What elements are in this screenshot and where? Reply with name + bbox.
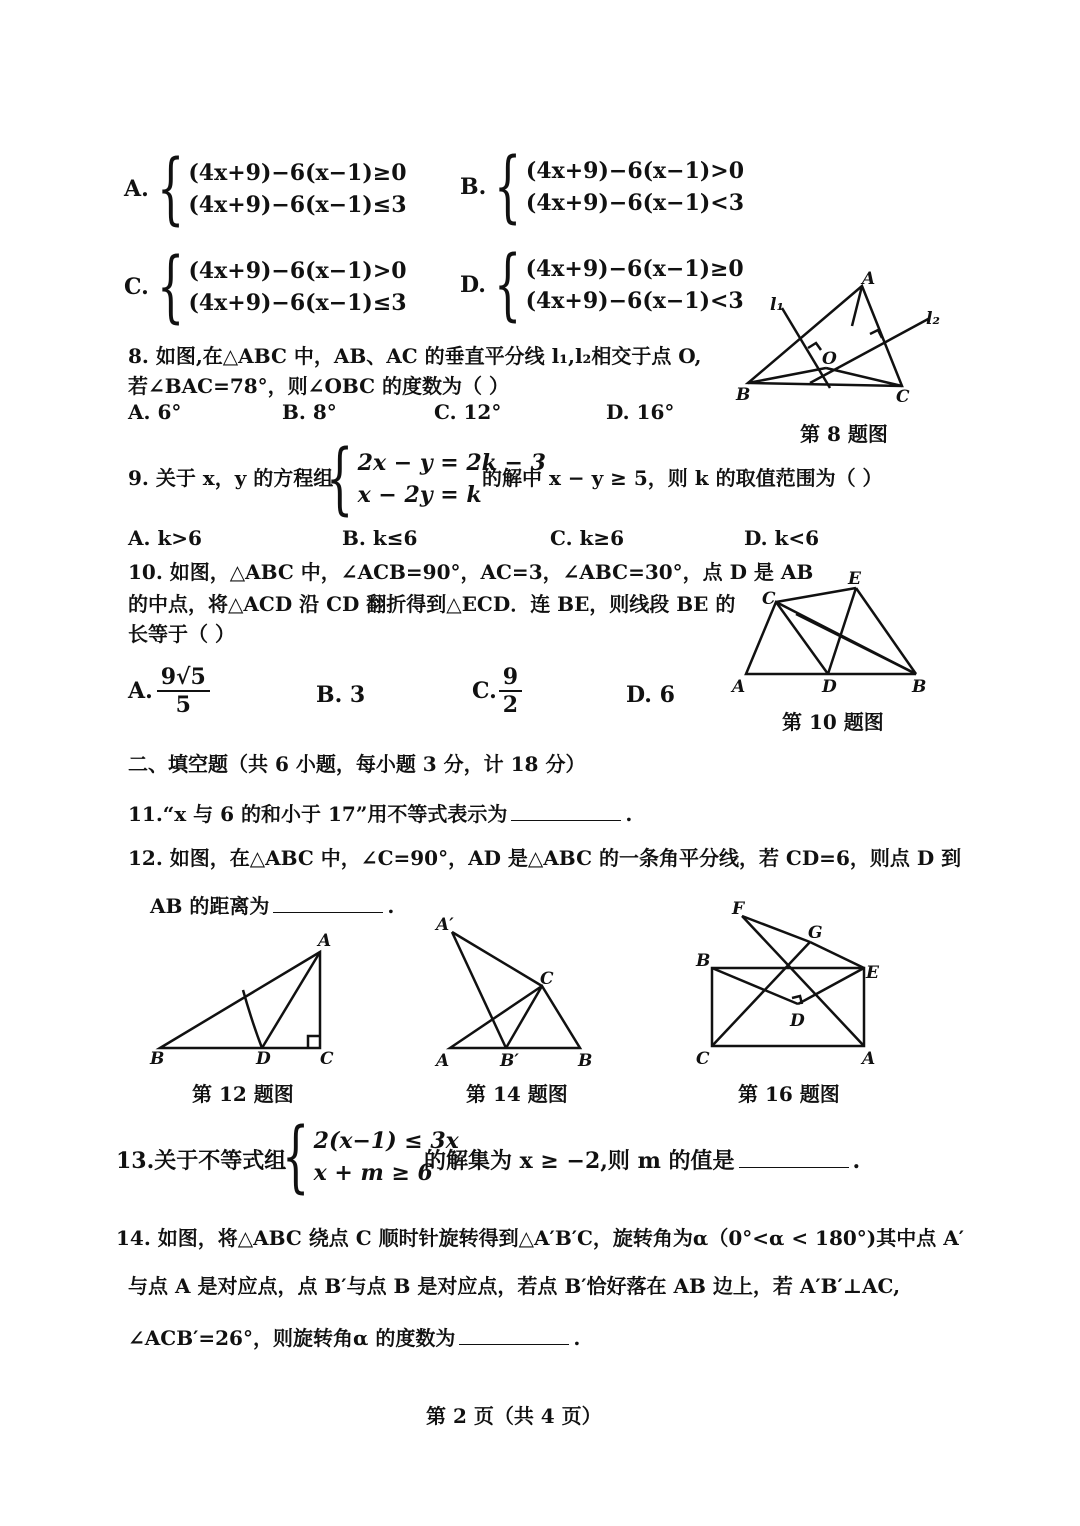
q8-line1: 8. 如图,在△ABC 中，AB、AC 的垂直平分线 l₁,l₂相交于点 O, [128, 344, 702, 368]
q14-end: . [573, 1326, 581, 1350]
q9-option-a: A. k>6 [128, 526, 202, 550]
fig10-label-d: D [822, 677, 837, 696]
fig16-label-b: B [696, 951, 711, 971]
q11-end: . [625, 802, 633, 826]
q13-eq1: 2(x−1) ≤ 3x [313, 1128, 459, 1154]
q12-line2-text: AB 的距离为 [150, 894, 270, 918]
figure-q10 [726, 566, 936, 696]
figure-q16 [692, 898, 892, 1070]
fig14-label-b: B [578, 1051, 593, 1070]
fig12-label-a: A [318, 931, 332, 951]
fig10-label-e: E [848, 569, 861, 589]
q7-option-d-label: D. [460, 272, 486, 298]
q7-a-line2: (4x+9)−6(x−1)≤3 [188, 192, 407, 218]
fig8-label-l1: l₁ [770, 295, 784, 315]
fig8-label-c: C [896, 387, 910, 407]
fig16-caption: 第 16 题图 [738, 1082, 840, 1106]
q12-line1: 12. 如图，在△ABC 中，∠C=90°，AD 是△ABC 的一条角平分线，若 CD=6，则点 D 到 [128, 846, 962, 870]
q7-option-c [124, 242, 407, 332]
q12-line2 [150, 890, 394, 919]
brace: { [493, 240, 522, 330]
q10-option-a [128, 664, 210, 719]
q7-option-a [124, 144, 407, 234]
frac-numerator: 9√5 [157, 664, 210, 692]
q8-option-d: D. 16° [606, 400, 675, 424]
fig12-label-c: C [320, 1049, 334, 1069]
figure-q8 [730, 268, 950, 408]
q13-suffix: 的解集为 x ≥ −2,则 m 的值是 [424, 1148, 735, 1174]
q10-option-a-label: A. [128, 678, 153, 705]
q7-option-b-label: B. [460, 174, 487, 200]
figure-q14 [430, 914, 610, 1070]
fig8-label-b: B [736, 385, 751, 405]
fig8-caption: 第 8 题图 [800, 422, 888, 446]
q9-prefix: 9. 关于 x，y 的方程组 [128, 466, 334, 490]
q7-c-line2: (4x+9)−6(x−1)≤3 [188, 290, 407, 316]
q14-line3: ∠ACB′=26°，则旋转角α 的度数为 [128, 1326, 456, 1350]
q11 [128, 798, 632, 827]
frac-denominator: 5 [175, 692, 191, 719]
fig12-label-d: D [256, 1049, 271, 1069]
q8-option-c: C. 12° [434, 400, 502, 424]
q10-line3: 长等于（ ） [128, 622, 235, 646]
q14-answer-blank [459, 1326, 569, 1345]
brace: { [494, 142, 522, 232]
q10-option-c [472, 664, 522, 719]
fig16-label-c: C [696, 1049, 710, 1069]
q10-option-d: D. 6 [626, 682, 675, 708]
q10-line1: 10. 如图，△ABC 中，∠ACB=90°，AC=3，∠ABC=30°，点 D 是 AB [128, 560, 814, 584]
brace: { [156, 242, 185, 332]
q9-eq1: 2x − y = 2k − 3 [357, 450, 546, 476]
q11-answer-blank [511, 802, 621, 821]
brace: { [156, 144, 185, 234]
fig14-label-a-prime: A′ [436, 915, 454, 935]
q13-end: . [852, 1148, 861, 1174]
fig16-label-f: F [732, 899, 745, 919]
q8-option-b: B. 8° [282, 400, 337, 424]
q14-line2: 与点 A 是对应点，点 B′与点 B 是对应点，若点 B′恰好落在 AB 边上，若 A′B′⊥AC, [128, 1274, 901, 1298]
q7-d-line2: (4x+9)−6(x−1)<3 [525, 288, 744, 314]
fig10-label-b: B [912, 677, 927, 696]
fig8-label-l2: l₂ [926, 309, 940, 329]
q10-option-c-frac [499, 664, 522, 719]
q8-line2: 若∠BAC=78°，则∠OBC 的度数为（ ） [128, 374, 509, 398]
q7-option-d [460, 240, 744, 330]
q7-option-c-label: C. [124, 274, 149, 300]
frac-numerator: 9 [499, 664, 522, 692]
q9-option-c: C. k≥6 [550, 526, 625, 550]
q13-prefix: 13.关于不等式组 [116, 1148, 287, 1174]
q9-suffix: 的解中 x − y ≥ 5，则 k 的取值范围为（ ） [482, 466, 883, 490]
q9-option-d: D. k<6 [744, 526, 820, 550]
brace: { [326, 434, 354, 524]
q7-b-line2: (4x+9)−6(x−1)<3 [525, 190, 745, 216]
q12-end: . [387, 894, 395, 918]
q13-eq2: x + m ≥ 6 [313, 1160, 433, 1186]
q13-rest [424, 1144, 860, 1175]
fig12-label-b: B [150, 1049, 165, 1069]
brace: { [282, 1112, 310, 1202]
frac-denominator: 2 [502, 692, 519, 719]
q10-option-a-frac [157, 664, 210, 719]
q7-option-a-label: A. [124, 176, 149, 202]
q7-c-line1: (4x+9)−6(x−1)>0 [188, 258, 407, 284]
fig16-label-d: D [790, 1011, 805, 1031]
q7-b-line1: (4x+9)−6(x−1)>0 [525, 158, 745, 184]
q14-line1: 14. 如图，将△ABC 绕点 C 顺时针旋转得到△A′B′C，旋转角为α（0°<α < 180°)其中点 A′ [116, 1226, 965, 1250]
fig16-label-a: A [862, 1049, 876, 1069]
figure-q12 [148, 930, 348, 1070]
fig14-label-b-prime: B′ [500, 1051, 519, 1070]
fig16-label-e: E [866, 963, 879, 983]
fig8-label-o: O [822, 349, 837, 369]
fig8-label-a: A [862, 269, 876, 289]
q8-option-a: A. 6° [128, 400, 182, 424]
q7-a-line1: (4x+9)−6(x−1)≥0 [188, 160, 407, 186]
fig10-label-a: A [732, 677, 746, 696]
fig12-caption: 第 12 题图 [192, 1082, 294, 1106]
fig14-caption: 第 14 题图 [466, 1082, 568, 1106]
fig14-label-a: A [436, 1051, 450, 1070]
q10-option-b: B. 3 [316, 682, 366, 708]
q12-answer-blank [273, 894, 383, 913]
fig10-label-c: C [762, 589, 776, 609]
fig10-caption: 第 10 题图 [782, 710, 884, 734]
fig16-label-g: G [808, 923, 823, 943]
q14-line3-wrap [128, 1322, 580, 1351]
q9-option-b: B. k≤6 [342, 526, 418, 550]
q10-line2: 的中点，将△ACD 沿 CD 翻折得到△ECD．连 BE，则线段 BE 的 [128, 592, 736, 616]
q7-d-line1: (4x+9)−6(x−1)≥0 [525, 256, 744, 282]
q11-text: 11.“x 与 6 的和小于 17”用不等式表示为 [128, 802, 508, 826]
section-2-heading: 二、填空题（共 6 小题，每小题 3 分，计 18 分） [128, 752, 586, 776]
page-footer: 第 2 页（共 4 页） [426, 1404, 602, 1428]
fig14-label-c: C [540, 969, 554, 989]
q13-answer-blank [739, 1149, 849, 1168]
q9-eq2: x − 2y = k [357, 482, 482, 508]
q7-option-b [460, 142, 745, 232]
q10-option-c-label: C. [472, 678, 497, 705]
